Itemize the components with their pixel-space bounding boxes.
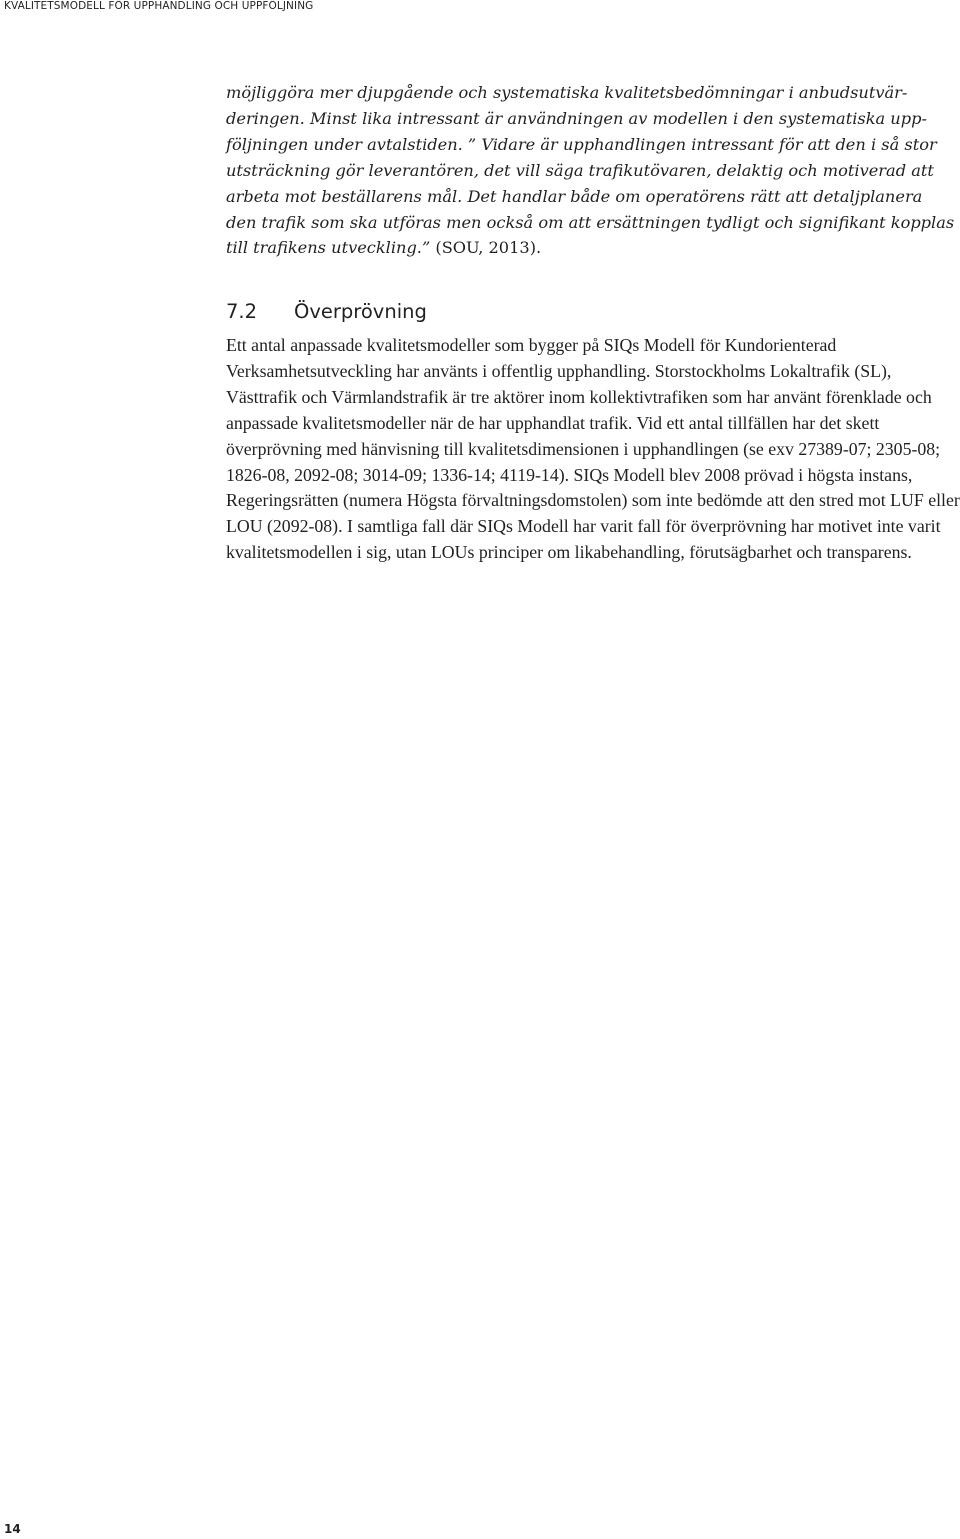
quote-text: möjliggöra mer djupgående och systematiska kvalitetsbedömningar i anbudsutvärderingen. Minst lika intressant är användningen av modellen i den systematiska uppföljningen under avtalstiden. ” Vidare är upphandlingen intressant för att den i så stor utsträckning gör leverantören, det vill säga trafikutövaren, delaktig och motiverad att arbeta mot beställarens mål. Det handlar både om operatörens rätt att detaljplanera den trafik som ska utföras men också om att ersättningen tydligt och signifikant kopplas till trafikens utveckling.”	[226, 83, 955, 258]
quote-paragraph	[226, 80, 956, 261]
section-number: 7.2	[226, 300, 258, 323]
section-title: Överprövning	[294, 300, 427, 323]
main-content	[226, 80, 960, 563]
running-header: KVALITETSMODELL FÖR UPPHANDLING OCH UPPFÖLJNING	[4, 0, 314, 12]
page-number: 14	[4, 1522, 21, 1536]
quote-citation: (SOU, 2013).	[430, 238, 542, 258]
section-heading	[226, 300, 427, 324]
section-body-paragraph: Ett antal anpassade kvalitetsmodeller som bygger på SIQs Modell för Kundorienterad Verksamhetsutveckling har använts i offentlig upphandling. Storstockholms Lokaltrafik (SL), Västtrafik och Värmlandstrafik är tre aktörer inom kollektivtrafiken som har använt förenklade och anpassade kvalitetsmodeller när de har upphandlat trafik. Vid ett antal tillfällen har det skett överprövning med hänvisning till kvalitetsdimensionen i upphandlingen (se exv 27389-07; 2305-08; 1826-08, 2092-08; 3014-09; 1336-14; 4119-14). SIQs Modell blev 2008 prövad i högsta instans, Regeringsrätten (numera Högsta förvaltningsdomstolen) som inte bedömde att den stred mot LUF eller LOU (2092-08). I samtliga fall där SIQs Modell har varit fall för överprövning har motivet inte varit kvalitetsmodellen i sig, utan LOUs principer om likabehandling, förutsägbarhet och transparens.	[226, 335, 960, 563]
